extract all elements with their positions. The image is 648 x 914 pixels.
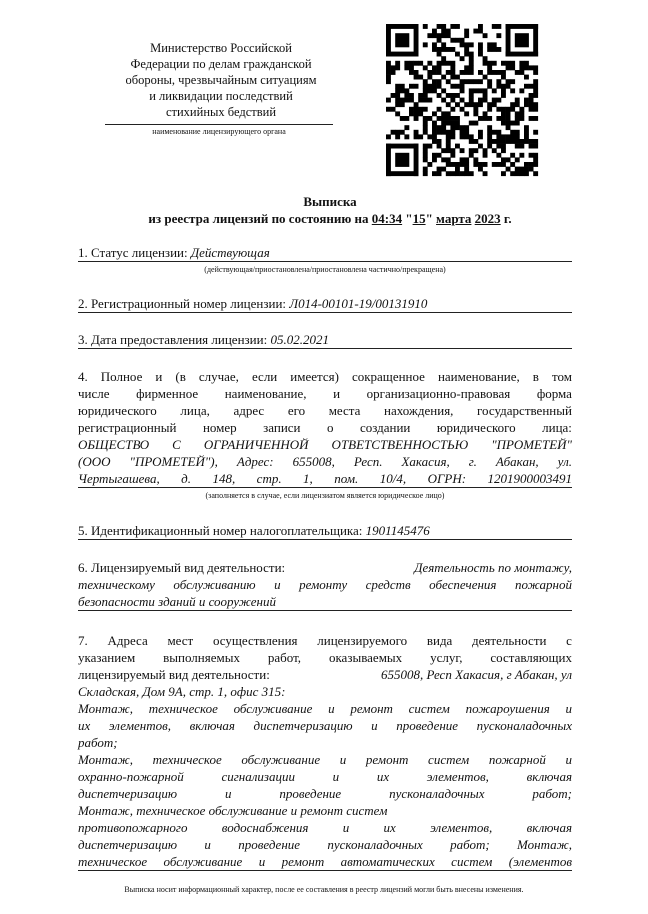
regnum-value: Л014-00101-19/00131910 [289, 296, 428, 311]
s7-value-line: Монтаж, техническое обслуживание и ремонт систем [78, 803, 388, 818]
entity-value-line: (ООО "ПРОМЕТЕЙ"), Адрес: 655008, Респ. Хакасия, г. Абакан, ул. [78, 454, 572, 469]
activity-value-line: техническому обслуживанию и ремонту средств обеспечения пожарной [78, 577, 572, 592]
s7-value-line: охранно-пожарной сигнализации и их элементов, включая [78, 769, 572, 784]
authority-underline [105, 124, 333, 125]
activity-value-first: Деятельность по монтажу, [414, 560, 572, 575]
license-date [78, 331, 572, 348]
subtitle-quote-open: " [402, 211, 413, 226]
authority-line: Федерации по делам гражданской [130, 57, 312, 71]
s7-value-line: диспетчеризацию и проведение пусконаладочных работ; Монтаж, [78, 837, 572, 852]
authority-line: обороны, чрезвычайным ситуациям [125, 73, 317, 87]
status-caption: (действующая/приостановлена/приостановлена частично/прекращена) [204, 265, 446, 274]
subtitle-month: марта [436, 211, 472, 226]
license-status [78, 244, 572, 261]
registration-number [78, 295, 572, 312]
s7-label: лицензируемый вид деятельности: [78, 667, 270, 682]
s7-line: 7. Адреса мест осуществления лицензируемого вида деятельности с [78, 633, 572, 648]
status-underline [78, 261, 572, 262]
authority-line: и ликвидации последствий [149, 89, 293, 103]
status-value: Действующая [190, 245, 270, 260]
s7-address-first: 655008, Респ Хакасия, г Абакан, ул [380, 667, 572, 682]
subtitle-quote-close: " [425, 211, 437, 226]
entity-value-line: Чертыгашева, д. 148, стр. 1, пом. 10/4, ОГРН: 1201900003491 [78, 471, 572, 486]
regnum-underline [78, 312, 572, 313]
date-underline [78, 348, 572, 349]
s7-line [78, 666, 572, 683]
s7-value-line: Складская, Дом 9А, стр. 1, офис 315: [78, 684, 286, 699]
activity-addresses [78, 632, 572, 871]
s7-value-line: техническое обслуживание и ремонт автоматических систем (элементов [78, 854, 572, 869]
inn-label: 5. Идентификационный номер налогоплательщика: [78, 523, 363, 538]
inn-underline [78, 539, 572, 540]
s4-line: юридического лица, адрес его места нахождения, государственный [78, 403, 572, 418]
date-value: 05.02.2021 [270, 332, 329, 347]
tax-id [78, 522, 572, 539]
s7-value-line: Монтаж, техническое обслуживание и ремонт систем пожароушения и [78, 701, 572, 716]
s7-value-line: противопожарного водоснабжения и их элементов, включая [78, 820, 572, 835]
subtitle-prefix: из реестра лицензий по состоянию на [148, 211, 369, 226]
activity-value-line: безопасности зданий и сооружений [78, 594, 276, 609]
subtitle-suffix: г. [500, 211, 512, 226]
entity-value-line: ОБЩЕСТВО С ОГРАНИЧЕННОЙ ОТВЕТСТВЕННОСТЬЮ "ПРОМЕТЕЙ" [78, 437, 572, 452]
document-title: Выписка [303, 194, 357, 209]
regnum-label: 2. Регистрационный номер лицензии: [78, 296, 287, 311]
activity-first-line [78, 559, 572, 576]
s4-line: 4. Полное и (в случае, если имеется) сокращенное наименование, в том [78, 369, 572, 384]
subtitle-day: 15 [412, 211, 426, 226]
authority-caption: наименование лицензирующего органа [152, 127, 286, 136]
activity-label: 6. Лицензируемый вид деятельности: [78, 560, 286, 575]
s7-value-line: их элементов, включая диспетчеризацию и проведение пусконаладочных [78, 718, 572, 733]
status-label: 1. Статус лицензии: [78, 245, 188, 260]
s7-value-line: диспетчеризацию и проведение пусконаладочных работ; [78, 786, 572, 801]
document-subtitle [60, 211, 600, 227]
entity-underline [78, 487, 572, 488]
legal-entity-name [78, 368, 572, 487]
s4-line: числе фирменное наименование, и организационно-правовая форма [78, 386, 572, 401]
qr-code-icon [380, 18, 544, 182]
s4-line: регистрационный номер записи о создании юридического лица: [78, 420, 572, 435]
s7-value-line: работ; [78, 735, 118, 750]
licensed-activity [78, 559, 572, 610]
authority-line: стихийных бедствий [165, 105, 277, 119]
inn-value: 1901145476 [365, 523, 430, 538]
entity-caption: (заполняется в случае, если лицензиатом является юридическое лицо) [205, 491, 445, 500]
s7-line: указанием выполняемых работ, оказываемых услуг, составляющих [78, 650, 572, 665]
licensing-authority [105, 40, 337, 120]
s7-value-line: Монтаж, техническое обслуживание и ремонт систем пожарной и [78, 752, 572, 767]
date-label: 3. Дата предоставления лицензии: [78, 332, 268, 347]
authority-line: Министерство Российской [150, 41, 292, 55]
footer-note: Выписка носит информационный характер, после ее составления в реестр лицензий могли быть внесены изменения. [124, 885, 524, 894]
subtitle-year: 2023 [474, 211, 501, 226]
subtitle-time: 04:34 [371, 211, 403, 226]
activity-underline [78, 610, 572, 611]
